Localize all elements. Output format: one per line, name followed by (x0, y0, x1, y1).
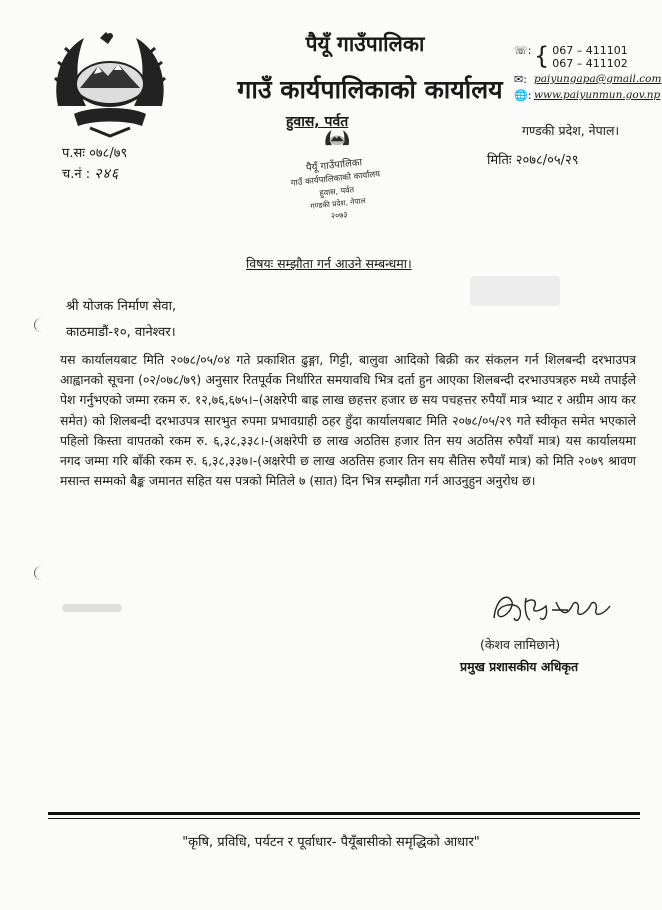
reference-number (62, 143, 127, 161)
envelope-icon: ✉: (514, 73, 527, 86)
footer-rule-thin (48, 818, 640, 819)
email-address[interactable]: paiyungapa@gmail.com (534, 73, 662, 85)
stamp-line-2: गाउँ कार्यपालिकाको कार्यालय (290, 169, 381, 189)
dispatch-number (62, 164, 119, 183)
reference-value: ०७८/७९ (89, 146, 128, 161)
phone-icon: ☏: (514, 44, 532, 57)
date-label: मितिः (487, 153, 512, 168)
stamp-line-4: गण्डकी प्रदेश, नेपाल (309, 196, 367, 211)
phone-row (514, 44, 660, 70)
municipality-name: पैयूँ गाउँपालिका (305, 31, 425, 56)
punch-hole-mark (34, 318, 49, 332)
signatory-title: प्रमुख प्रशासकीय अधिकृत (460, 659, 579, 674)
date-value: २०७८/०५/२९ (515, 153, 579, 168)
letter-subject: विषयः सम्झौता गर्न आउने सम्बन्धमा। (246, 256, 412, 271)
website-row (514, 89, 660, 102)
website-link[interactable]: www.paiyunmun.gov.np (534, 89, 661, 101)
handwritten-signature (486, 588, 616, 628)
office-address: हुवास, पर्वत (286, 114, 349, 130)
footer-rule-thick (48, 812, 640, 815)
stamp-line-3: हुवास, पर्वत (318, 185, 355, 198)
province: गण्डकी प्रदेश, नेपाल। (522, 123, 620, 138)
globe-icon: 🌐: (514, 89, 532, 102)
stamp-line-1: पैयूँ गाउँपालिका (305, 157, 363, 175)
brace: { (534, 42, 550, 70)
phone-number-1: 067 – 411101 (552, 44, 628, 57)
phone-numbers (552, 44, 627, 70)
official-stamp (286, 124, 386, 234)
phone-number-2: 067 – 411102 (552, 57, 628, 70)
letter-date (487, 150, 579, 168)
dispatch-value: २४६ (94, 166, 120, 182)
addressee-block (66, 294, 176, 346)
office-name: गाउँ कार्यपालिकाको कार्यालय (237, 75, 503, 104)
addressee-name: श्री योजक निर्माण सेवा, (66, 299, 177, 314)
letter-body: यस कार्यालयबाट मिति २०७८/०५/०४ गते प्रकाशित ढुङ्गा, गिट्टी, बालुवा आदिको बिक्री कर संकलन गर्न शिलबन्दी दरभाउपत्र आह्वानको सूचना (०२/०७८/७९) अनुसार रितपूर्वक निर्धारित समयावधि भित्र दर्ता हुन आएका शिलबन्दी दरभाउपत्रहरु मध्ये तपाईले पेश गर्नुभएको जम्मा रकम रु. १२,७६,६७५।–(अक्षरेपी बाह्र लाख छहत्तर हजार छ सय पचहत्तर रुपैयाँ मात्र भ्याट र अग्रीम आय कर समेत) को शिलबन्दी दरभाउपत्र सारभुत रुपमा प्रभावग्राही ठहर हुँदा कार्यालयबाट मिति २०७८/०५/२९ गते स्वीकृत समेत भएकाले पहिलो किस्ता वापतको रकम रु. ६,३८,३३८।-(अक्षरेपी छ लाख अठतिस हजार तिन सय अठतिस रुपैयाँ मात्र) यस कार्यालयमा नगद जम्मा गरि बाँकी रकम रु. ६,३८,३३७।-(अक्षरेपी छ लाख अठतिस हजार तिन सय सैतिस रुपैयाँ मात्र) को मिति २०७९ श्रावण मसान्त सम्मको बैङ्क जमानत सहित यस पत्रको मितिले ७ (सात) दिन भित्र सम्झौता गर्न आउनुहुन अनुरोध छ। (60, 352, 636, 489)
stamp-line-5: २०७३ (330, 209, 349, 221)
scan-smudge (470, 276, 560, 306)
punch-hole-mark (34, 566, 49, 580)
footer-motto: "कृषि, प्रविधि, पर्यटन र पूर्वाधार- पैयूँबासीको समृद्धिको आधार" (182, 835, 480, 850)
reference-label: प.सः (62, 146, 85, 161)
scan-smudge (62, 604, 122, 612)
dispatch-label: च.नं : (62, 167, 91, 182)
email-row (514, 73, 660, 86)
nepal-emblem-icon (50, 28, 170, 140)
signatory-name: (केशव लामिछाने) (480, 637, 561, 652)
contact-block (514, 44, 660, 105)
addressee-location: काठमाडौं-१०, वानेश्वर। (66, 325, 176, 340)
